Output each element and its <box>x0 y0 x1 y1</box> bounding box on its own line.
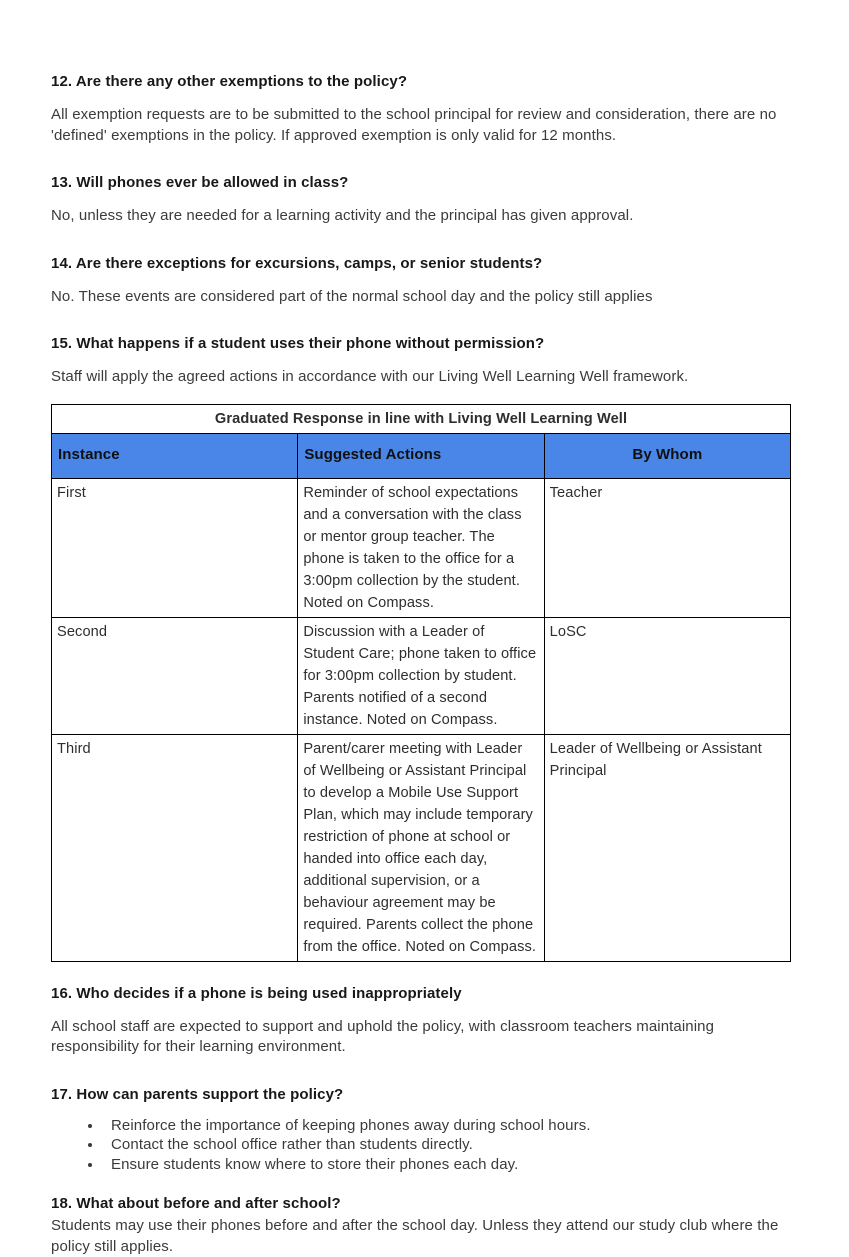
parent-support-list <box>51 1116 798 1175</box>
table-row-first <box>52 478 791 617</box>
question-heading-15: 15. What happens if a student uses their phone without permission? <box>51 335 545 352</box>
question-heading-16: 16. Who decides if a phone is being used inappropriately <box>51 984 462 1002</box>
answer-13: No, unless they are needed for a learning activity and the principal has given approval. <box>51 207 634 224</box>
cell-instance-second: Second <box>52 617 298 734</box>
answer-12: All exemption requests are to be submitted to the school principal for review and consideration, there are no 'defined' exemptions in the policy. If approved exemption is only valid for 12 months. <box>51 106 777 144</box>
cell-instance-third: Third <box>52 734 298 961</box>
question-heading-17: 17. How can parents support the policy? <box>51 1085 344 1103</box>
list-item-reinforce: • Reinforce the importance of keeping phones away during school hours. <box>103 1116 798 1136</box>
table-header-suggested-actions: Suggested Actions <box>298 433 544 478</box>
cell-actions-third: Parent/carer meeting with Leader of Wellbeing or Assistant Principal to develop a Mobile Use Support Plan, which may include temporary restriction of phone at school or handed into office each day, additional supervision, or a behaviour agreement may be required. Parents collect the phone from the office. Noted on Compass. <box>298 734 544 961</box>
graduated-response-table <box>51 404 791 962</box>
table-header-instance: Instance <box>52 433 298 478</box>
question-heading-13: 13. Will phones ever be allowed in class? <box>51 174 349 191</box>
cell-instance-first: First <box>52 478 298 617</box>
table-title: Graduated Response in line with Living Well Learning Well <box>52 404 791 433</box>
answer-14: No. These events are considered part of the normal school day and the policy still applies <box>51 287 653 305</box>
list-item-store-phones: • Ensure students know where to store their phones each day. <box>103 1155 798 1175</box>
answer-18: Students may use their phones before and after the school day. Unless they attend our study club where the policy still applies. <box>51 1217 779 1255</box>
cell-actions-second: Discussion with a Leader of Student Care; phone taken to office for 3:00pm collection by student. Parents notified of a second instance. Noted on Compass. <box>298 617 544 734</box>
question-heading-18: 18. What about before and after school? <box>51 1195 341 1212</box>
answer-15: Staff will apply the agreed actions in accordance with our Living Well Learning Well framework. <box>51 368 689 385</box>
cell-by-whom-third: Leader of Wellbeing or Assistant Principal <box>544 734 790 961</box>
cell-by-whom-first: Teacher <box>544 478 790 617</box>
question-heading-12: 12. Are there any other exemptions to the policy? <box>51 73 408 90</box>
question-heading-14: 14. Are there exceptions for excursions, camps, or senior students? <box>51 254 543 272</box>
cell-actions-first: Reminder of school expectations and a conversation with the class or mentor group teacher. The phone is taken to the office for a 3:00pm collection by the student. Noted on Compass. <box>298 478 544 617</box>
table-row-second <box>52 617 791 734</box>
list-item-contact-office: • Contact the school office rather than students directly. <box>103 1135 798 1155</box>
table-header-row <box>52 433 791 478</box>
table-title-row <box>52 404 791 433</box>
table-row-third <box>52 734 791 961</box>
cell-by-whom-second: LoSC <box>544 617 790 734</box>
answer-16: All school staff are expected to support and uphold the policy, with classroom teachers maintaining responsibility for their learning environment. <box>51 1017 715 1055</box>
table-header-by-whom: By Whom <box>544 433 790 478</box>
